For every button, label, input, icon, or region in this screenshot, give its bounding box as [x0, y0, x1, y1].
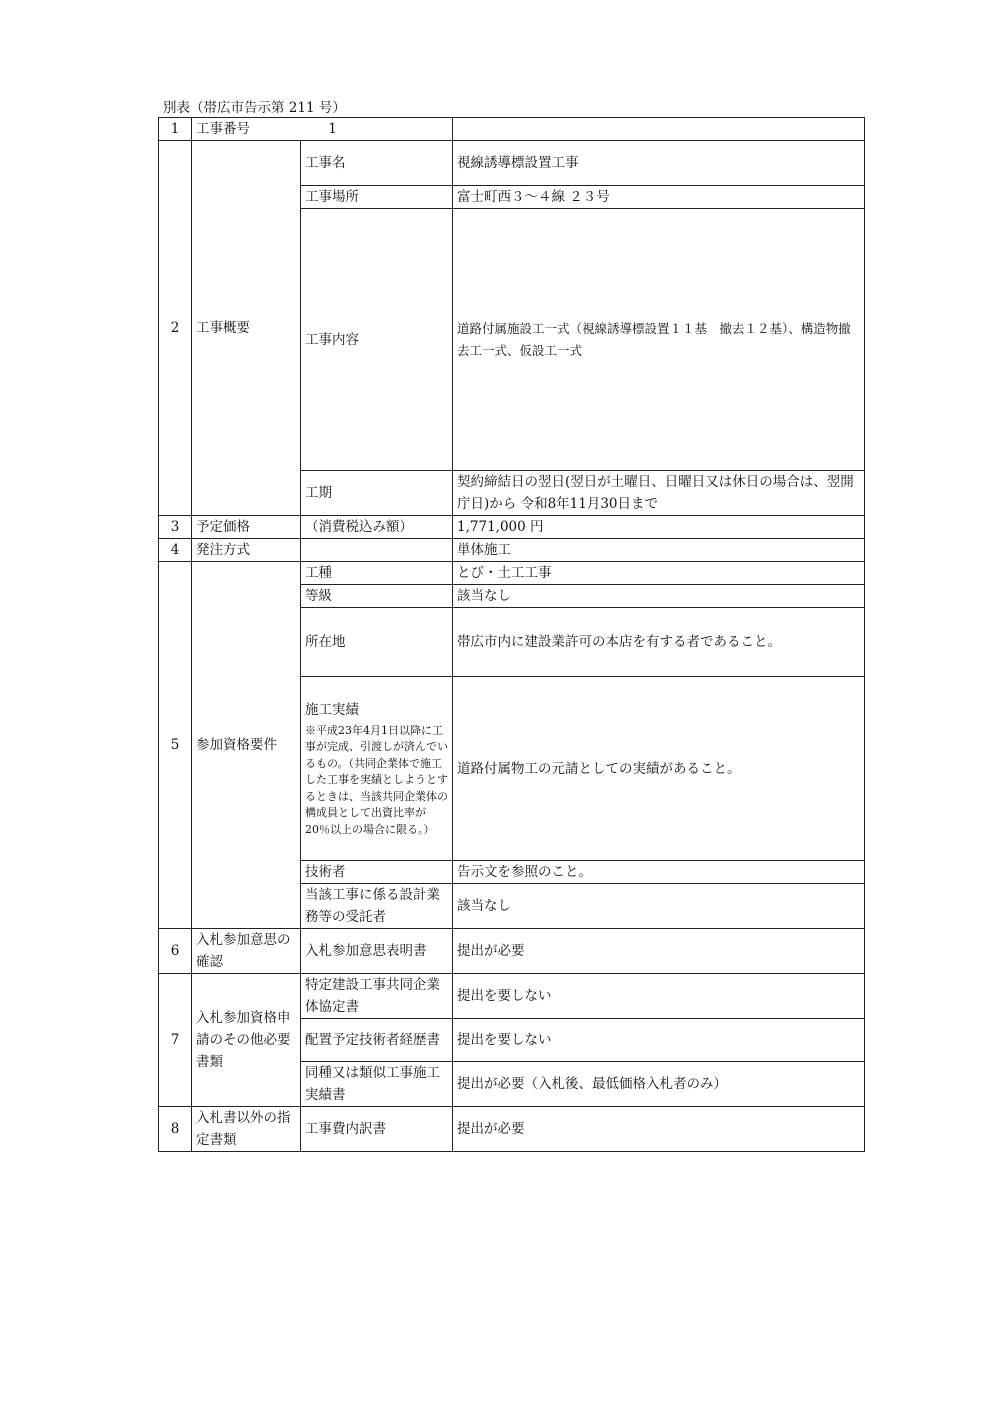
- table-row: [159, 562, 865, 585]
- engineer-requirement: 告示文を参照のこと。: [453, 861, 865, 884]
- field-label: 等級: [301, 585, 453, 608]
- field-label: 工事名: [301, 141, 453, 186]
- engineer-history-requirement: 提出を要しない: [453, 1019, 865, 1062]
- field-label: 所在地: [301, 608, 453, 677]
- field-label: 工事内容: [301, 209, 453, 471]
- field-label: （消費税込み額）: [301, 516, 453, 539]
- intent-requirement: 提出が必要: [453, 929, 865, 974]
- table-row: [159, 516, 865, 539]
- jv-agreement-requirement: 提出を要しない: [453, 974, 865, 1019]
- row-label: 入札参加資格申請のその他必要書類: [192, 974, 301, 1107]
- field-label: 入札参加意思表明書: [301, 929, 453, 974]
- construction-place: 富士町西３～４線 ２３号: [453, 186, 865, 209]
- table-row: [159, 929, 865, 974]
- field-label: 工事費内訳書: [301, 1107, 453, 1152]
- field-label: 工種: [301, 562, 453, 585]
- row-number: 7: [159, 974, 192, 1107]
- record-requirement: 道路付属物工の元請としての実績があること。: [453, 677, 865, 861]
- row-number: 3: [159, 516, 192, 539]
- table-row: [159, 974, 865, 1019]
- row-number: 6: [159, 929, 192, 974]
- field-label: 特定建設工事共同企業体協定書: [301, 974, 453, 1019]
- row-number: 8: [159, 1107, 192, 1152]
- grade: 該当なし: [453, 585, 865, 608]
- similar-record-requirement: 提出が必要（入札後、最低価格入札者のみ）: [453, 1062, 865, 1107]
- field-label: 技術者: [301, 861, 453, 884]
- order-method: 単体施工: [453, 539, 865, 562]
- field-label: 当該工事に係る設計業務等の受託者: [301, 884, 453, 929]
- row-label: 参加資格要件: [192, 562, 301, 929]
- field-label: 同種又は類似工事施工実績書: [301, 1062, 453, 1107]
- work-type: とび・土工工事: [453, 562, 865, 585]
- table-row: [159, 1107, 865, 1152]
- row-label: 工事概要: [192, 141, 301, 516]
- table-row: [159, 539, 865, 562]
- design-contractor: 該当なし: [453, 884, 865, 929]
- table-caption: 別表（帯広市告示第 211 号）: [163, 100, 346, 116]
- construction-period: 契約締結日の翌日(翌日が土曜日、日曜日又は休日の場合は、翌開庁日)から 令和8年11月30日まで: [453, 471, 865, 516]
- field-label: 工期: [301, 471, 453, 516]
- location-requirement: 帯広市内に建設業許可の本店を有する者であること。: [453, 608, 865, 677]
- empty-cell: [301, 539, 453, 562]
- specification-table: [158, 117, 865, 1152]
- empty-cell: [453, 118, 865, 141]
- planned-price: 1,771,000 円: [453, 516, 865, 539]
- field-label: 配置予定技術者経歴書: [301, 1019, 453, 1062]
- table-row: [159, 118, 865, 141]
- row-number: 5: [159, 562, 192, 929]
- construction-number: 1: [328, 121, 337, 137]
- row-number: 4: [159, 539, 192, 562]
- construction-number-cell: [192, 118, 453, 141]
- cost-breakdown-requirement: 提出が必要: [453, 1107, 865, 1152]
- field-label: 工事場所: [301, 186, 453, 209]
- construction-name: 視線誘導標設置工事: [453, 141, 865, 186]
- row-label: 入札参加意思の確認: [192, 929, 301, 974]
- row-label: 入札書以外の指定書類: [192, 1107, 301, 1152]
- record-note: ※平成23年4月1日以降に工事が完成、引渡しが済んでいるもの。（共同企業体で施工した工事を実績としようとするときは、当該共同企業体の構成員として出資比率が20％以上の場合に限る。）: [305, 723, 448, 836]
- row-number: 1: [159, 118, 192, 141]
- table-row: [159, 141, 865, 186]
- field-label: 施工実績: [305, 701, 359, 718]
- row-label: 工事番号: [196, 121, 250, 137]
- construction-record-cell: [301, 677, 453, 861]
- row-label: 発注方式: [192, 539, 301, 562]
- row-number: 2: [159, 141, 192, 516]
- construction-content: 道路付属施設工一式（視線誘導標設置１１基 撤去１２基）、構造物撤去工一式、仮設工一式: [453, 209, 865, 471]
- row-label: 予定価格: [192, 516, 301, 539]
